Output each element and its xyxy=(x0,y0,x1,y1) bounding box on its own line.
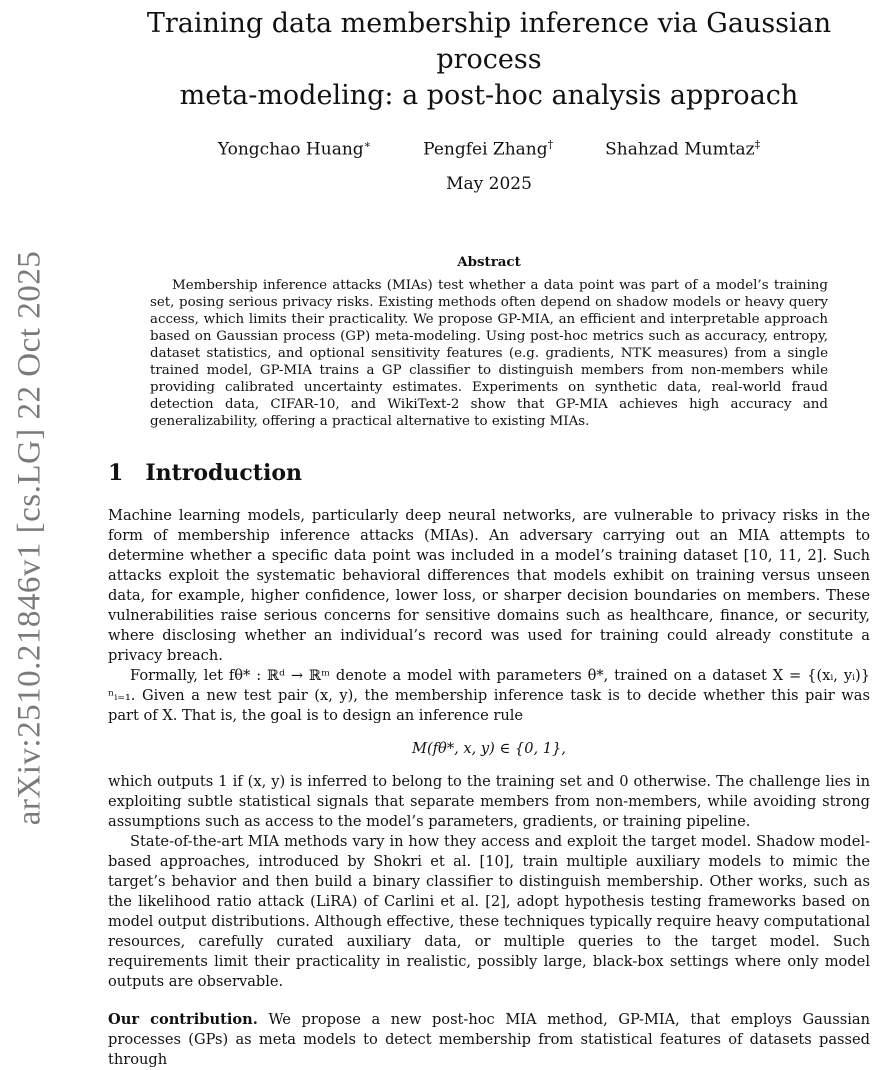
author xyxy=(605,138,760,160)
title-line-2: meta-modeling: a post-hoc analysis approach xyxy=(179,80,799,111)
section-number: 1 xyxy=(108,459,124,486)
abstract xyxy=(150,254,828,430)
author-footnote-mark: ‡ xyxy=(754,138,761,151)
author-name: Pengfei Zhang xyxy=(423,139,548,160)
author xyxy=(423,138,553,160)
author-footnote-mark: ∗ xyxy=(363,138,372,151)
paragraph: Formally, let fθ* : ℝᵈ → ℝᵐ denote a model with parameters θ*, trained on a dataset X = {(xᵢ, yᵢ)}ⁿᵢ₌₁. Given a new test pair (x, y), the membership inference task is to decide whether this pair was part of X. That is, the goal is to design an inference rule xyxy=(108,666,870,724)
paper-title xyxy=(108,6,870,114)
equation: M(fθ*, x, y) ∈ {0, 1}, xyxy=(412,739,566,757)
section-title: Introduction xyxy=(145,459,302,486)
contribution-text: We propose a new post-hoc MIA method, GP-MIA, that employs Gaussian processes (GPs) as meta models to detect membership from statistical features of datasets passed through xyxy=(108,1010,871,1068)
contribution-paragraph xyxy=(108,1010,870,1070)
abstract-body: Membership inference attacks (MIAs) test whether a data point was part of a model’s training set, posing serious privacy risks. Existing methods often depend on shadow models or heavy query access, which limits their practicality. We propose GP-MIA, an efficient and interpretable approach based on Gaussian process (GP) meta-modeling. Using post-hoc metrics such as accuracy, entropy, dataset statistics, and optional sensitivity features (e.g. gradients, NTK measures) from a single trained model, GP-MIA trains a GP classifier to distinguish members from non-members while providing calibrated uncertainty estimates. Experiments on synthetic data, real-world fraud detection data, CIFAR-10, and WikiText-2 show that GP-MIA achieves high accuracy and generalizability, offering a practical alternative to existing MIAs. xyxy=(150,277,828,429)
author xyxy=(218,138,371,160)
author-name: Yongchao Huang xyxy=(217,139,364,160)
introduction-body xyxy=(108,506,870,1070)
contribution-lead: Our contribution. xyxy=(108,1010,258,1028)
abstract-heading: Abstract xyxy=(457,253,521,270)
paragraph: Machine learning models, particularly deep neural networks, are vulnerable to privacy risks in the form of membership inference attacks (MIAs). An adversary carrying out an MIA attempts to determine whether a specific data point was included in a model’s training dataset [10, 11, 2]. Such attacks exploit the systematic behavioral differences that models exhibit on training versus unseen data, for example, higher confidence, lower loss, or sharper decision boundaries on members. These vulnerabilities raise serious concerns for sensitive domains such as healthcare, finance, or security, where disclosing whether an individual’s record was used for training could already constitute a privacy breach. xyxy=(108,506,870,664)
title-line-1: Training data membership inference via Gaussian process xyxy=(146,8,832,75)
paragraph: State-of-the-art MIA methods vary in how they access and exploit the target model. Shadow model-based approaches, introduced by Shokri et al. [10], train multiple auxiliary models to mimic the target’s behavior and then build a binary classifier to distinguish membership. Other works, such as the likelihood ratio attack (LiRA) of Carlini et al. [2], adopt hypothesis testing frameworks based on model output distributions. Although effective, these techniques typically require heavy computational resources, carefully curated auxiliary data, or multiple queries to the target model. Such requirements limit their practicality in realistic, possibly large, black-box settings where only model outputs are observable. xyxy=(108,832,870,990)
arxiv-identifier: arXiv:2510.21846v1 [cs.LG] 22 Oct 2025 xyxy=(11,250,48,826)
author-name: Shahzad Mumtaz xyxy=(605,139,755,160)
paper-date: May 2025 xyxy=(446,173,532,194)
author-footnote-mark: † xyxy=(547,138,554,151)
paragraph: which outputs 1 if (x, y) is inferred to belong to the training set and 0 otherwise. The challenge lies in exploiting subtle statistical signals that separate members from non-members, while avoiding strong assumptions such as access to the model’s parameters, gradients, or training pipeline. xyxy=(108,772,870,830)
section-heading-introduction xyxy=(108,460,870,486)
arxiv-sidebar xyxy=(0,0,60,1000)
paper-page xyxy=(108,0,870,1070)
author-list xyxy=(108,138,870,160)
